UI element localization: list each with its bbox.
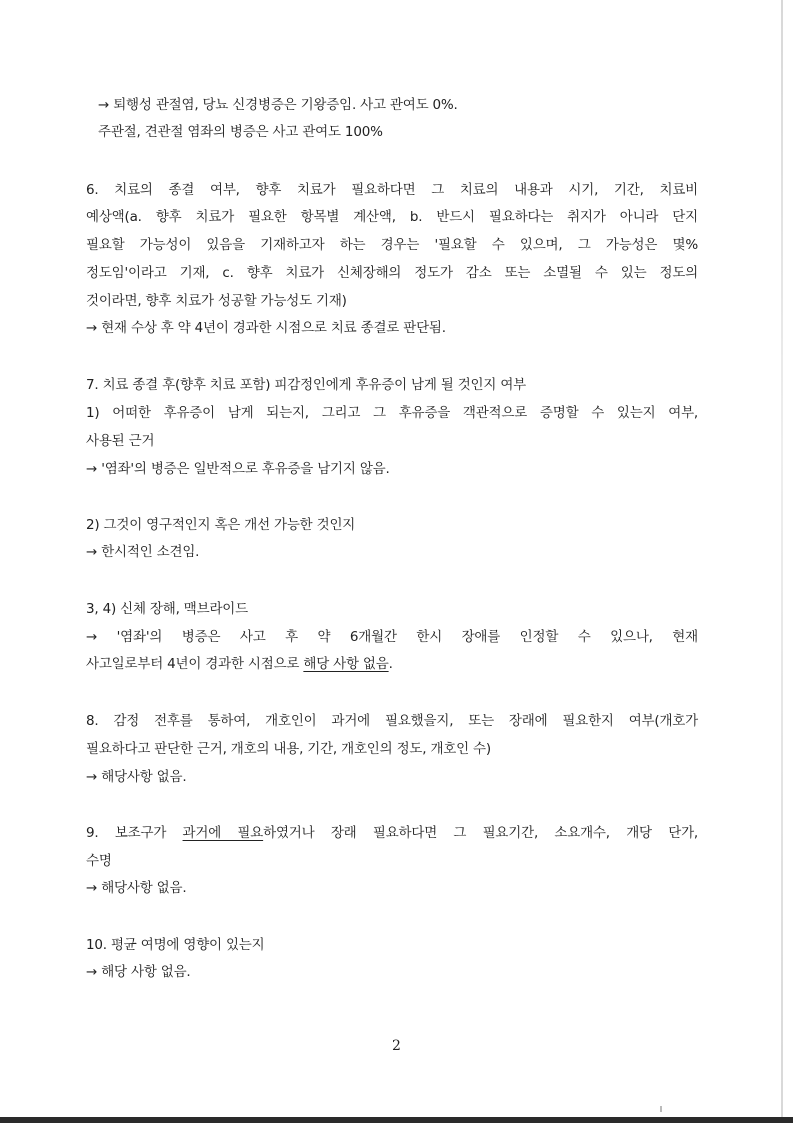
section-7-item-2: 2) 그것이 영구적인지 혹은 개선 가능한 것인지: [86, 517, 356, 533]
section-7-item-1-line-2: 사용된 근거: [86, 433, 155, 449]
section-3-4-answer-line-2: [86, 655, 393, 673]
section-3-4-heading: 3, 4) 신체 장해, 맥브라이드: [86, 601, 248, 617]
scan-edge-right: [781, 0, 783, 1123]
section-7-item-1-answer: → '염좌'의 병증은 일반적으로 후유증을 남기지 않음.: [86, 461, 390, 477]
section-7-heading: 7. 치료 종결 후(향후 치료 포함) 피감정인에게 후유증이 남게 될 것인지 여부: [86, 377, 527, 393]
answer-line-sprain: 주관절, 견관절 염좌의 병증은 사고 관여도 100%: [98, 124, 383, 140]
scan-edge-bottom: [0, 1117, 793, 1123]
section-8-answer: → 해당사항 없음.: [86, 769, 187, 785]
section-6-answer: → 현재 수상 후 약 4년이 경과한 시점으로 치료 종결로 판단됨.: [86, 320, 446, 336]
section-9-answer: → 해당사항 없음.: [86, 880, 187, 896]
section-6-line-1: 6. 치료의 종결 여부, 향후 치료가 필요하다면 그 치료의 내용과 시기, 기간, 치료비: [86, 182, 698, 198]
page-number: 2: [392, 1038, 401, 1054]
section-9-text-c: 하였거나 장래 필요하다면 그 필요기간, 소요개수, 개당 단가,: [263, 825, 698, 841]
section-6-line-5: 것이라면, 향후 치료가 성공할 가능성도 기재): [86, 293, 347, 309]
section-9-line-1: [86, 824, 698, 842]
section-3-4-answer-line-1: → '염좌'의 병증은 사고 후 약 6개월간 한시 장애를 인정할 수 있으나, 현재: [86, 629, 698, 645]
section-6-line-4: 정도임'이라고 기재, c. 향후 치료가 신체장해의 정도가 감소 또는 소멸될 수 있는 정도의: [86, 265, 698, 281]
section-9-text-a: 9. 보조구가: [86, 825, 183, 841]
section-6-line-2: 예상액(a. 향후 치료가 필요한 항목별 계산액, b. 반드시 필요하다는 취지가 아니라 단지: [86, 209, 698, 225]
section-7-item-1-line-1: 1) 어떠한 후유증이 남게 되는지, 그리고 그 후유증을 객관적으로 증명할 수 있는지 여부,: [86, 405, 698, 421]
section-10-answer: → 해당 사항 없음.: [86, 964, 191, 980]
section-3-4-text: 사고일로부터 4년이 경과한 시점으로: [86, 656, 304, 672]
section-8-line-2: 필요하다고 판단한 근거, 개호의 내용, 기간, 개호인의 정도, 개호인 수): [86, 741, 491, 757]
underlined-no-applicable: 해당 사항 없음: [303, 656, 389, 672]
section-9-line-2: 수명: [86, 853, 112, 869]
underlined-past-need: 과거에 필요: [182, 825, 264, 841]
scan-speck: [660, 1106, 662, 1112]
section-8-line-1: 8. 감정 전후를 통하여, 개호인이 과거에 필요했을지, 또는 장래에 필요한지 여부(개호가: [86, 713, 698, 729]
period: .: [388, 656, 393, 672]
answer-line-degenerative: → 퇴행성 관절염, 당뇨 신경병증은 기왕증임. 사고 관여도 0%.: [98, 97, 458, 113]
section-7-item-2-answer: → 한시적인 소견임.: [86, 544, 200, 560]
section-6-line-3: 필요할 가능성이 있음을 기재하고자 하는 경우는 '필요할 수 있으며, 그 가능성은 몇%: [86, 237, 698, 253]
section-10-heading: 10. 평균 여명에 영향이 있는지: [86, 937, 265, 953]
